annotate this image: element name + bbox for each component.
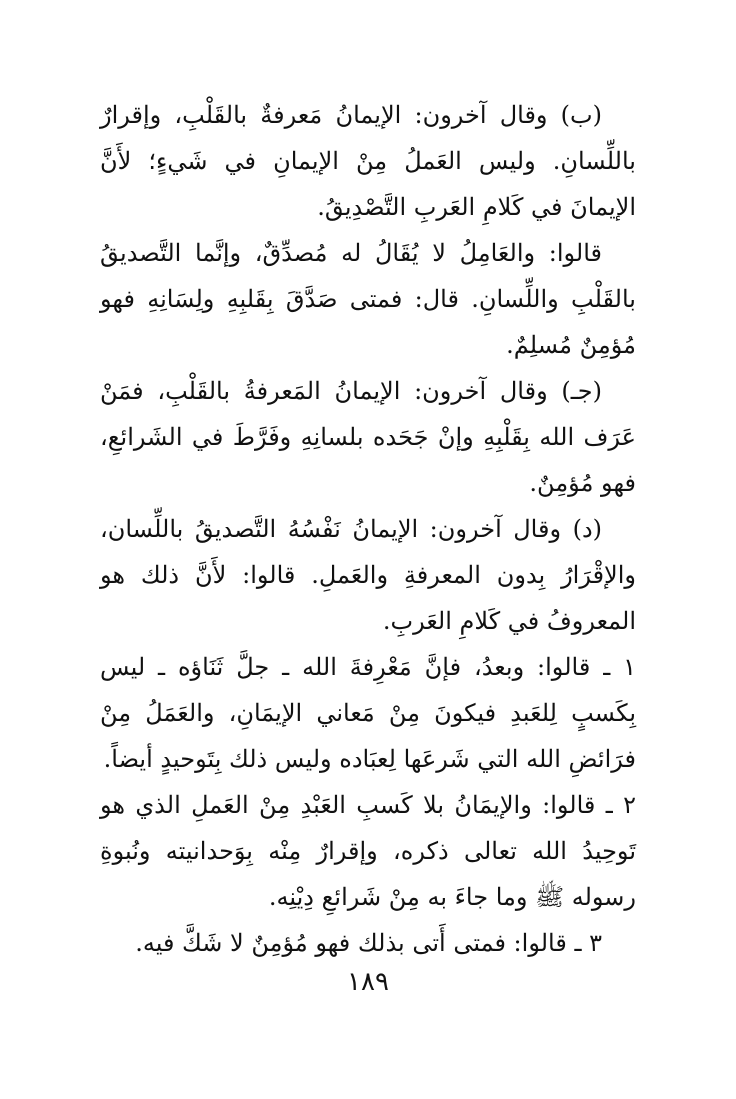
paragraph-c: (جـ) وقال آخرون: الإيمانُ المَعرفةُ بالقَلْبِ، فمَنْ عَرَف الله بِقَلْبِهِ وإنْ جَحَده بلسانِهِ وفَرَّطَ في الشَرائعِ، فهو مُؤمِنٌ. <box>100 377 636 497</box>
point-2: ٢ ـ قالوا: والإيمَانُ بلا كَسبِ العَبْدِ مِنْ العَملِ الذي هو تَوحِيدُ الله تعالى ذكره، وإقرارٌ مِنْه بِوَحدانيته ونُبوةِ رسوله ﷺ وما جاءَ به مِنْ شَرائعِ دِيْنِه. <box>100 791 636 911</box>
body-text <box>100 92 636 966</box>
paragraph-d: (د) وقال آخرون: الإيمانُ نَفْسُهُ التَّصديقُ باللِّسان، والإقْرَارُ بِدون المعرفةِ والعَملِ. قالوا: لأَنَّ ذلك هو المعروفُ في كَلامِ العَربِ. <box>100 515 636 635</box>
paragraph-b-continued: قالوا: والعَامِلُ لا يُقَالُ له مُصدِّقٌ، وإنَّما التَّصديقُ بالقَلْبِ واللِّسانِ. قال: فمتى صَدَّقَ بِقَلبِهِ ولِسَانِهِ فهو مُؤمِنٌ مُسلِمٌ. <box>100 239 636 359</box>
point-3: ٣ ـ قالوا: فمتى أَتى بذلك فهو مُؤمِنٌ لا شَكَّ فيه. <box>135 929 602 957</box>
paragraph-b: (ب) وقال آخرون: الإيمانُ مَعرفةٌ بالقَلْبِ، وإقرارٌ باللِّسانِ. وليس العَملُ مِنْ الإيمانِ في شَيءٍ؛ لأَنَّ الإيمانَ في كَلامِ العَربِ التَّصْدِيقُ. <box>100 101 636 221</box>
point-1: ١ ـ قالوا: وبعدُ، فإنَّ مَعْرِفةَ الله ـ جلَّ ثَنَاؤه ـ ليس بِكَسبٍ لِلعَبدِ فيكونَ مِنْ مَعاني الإيمَانِ، والعَمَلُ مِنْ فرَائضِ الله التي شَرعَها لِعبَاده وليس ذلك بِتَوحيدٍ أيضاً. <box>100 653 636 773</box>
page-number: ١٨٩ <box>347 967 389 997</box>
